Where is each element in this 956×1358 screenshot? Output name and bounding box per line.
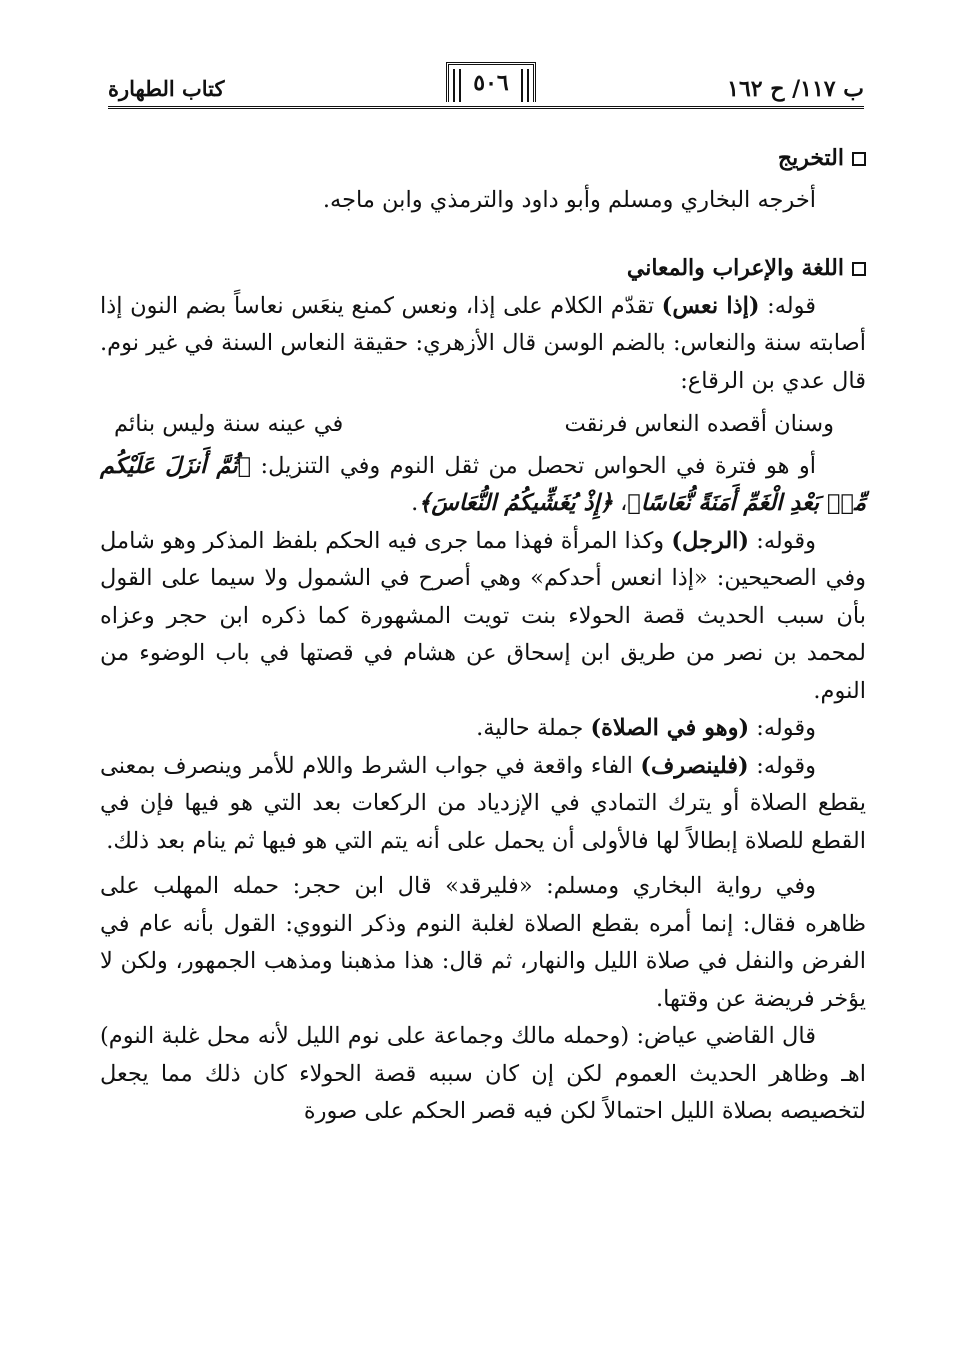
section-heading-takhrij bbox=[100, 140, 866, 178]
paragraph-text: قوله: bbox=[759, 292, 816, 319]
book-title: كتاب الطهارة bbox=[108, 76, 225, 101]
square-bullet-icon bbox=[852, 152, 866, 166]
poetry-verse bbox=[114, 406, 866, 444]
paragraph-quran bbox=[100, 448, 866, 523]
paragraph-text: جملة حالية. bbox=[476, 715, 591, 741]
verse-second-half: في عينه سنة وليس بنائم bbox=[114, 411, 344, 437]
paragraph-idha-naas bbox=[100, 288, 866, 401]
section-heading-language bbox=[100, 250, 866, 288]
page-number: ٥٠٦ bbox=[446, 62, 536, 102]
chapter-reference: ب ١١٧/ ح ١٦٢ bbox=[727, 76, 864, 102]
paragraph-falyansarif bbox=[100, 748, 866, 861]
paragraph-text: وقوله: bbox=[749, 527, 816, 554]
quoted-term: (الرجل) bbox=[671, 527, 750, 554]
quran-quote: ﴿إِذْ يُغَشِّيكُمُ النُّعَاسَ﴾ bbox=[418, 490, 613, 516]
section-title: اللغة والإعراب والمعاني bbox=[626, 254, 844, 281]
quoted-term: (فلينصرف) bbox=[640, 752, 749, 779]
separator: ، bbox=[612, 490, 628, 516]
paragraph-text: وكذا المرأة فهذا مما جرى فيه الحكم بلفظ المذكر وهو شامل وفي الصحيحين: «إذا انعس أحدكم» وهي أصرح في الشمول ولا سيما على القول بأن سبب الحديث قصة الحولاء بنت تويت المشهورة كما ذكره ابن حجر وعزاه لمحمد بن نصر من طريق ابن إسحاق عن هشام في قصتها في باب الوضوء من النوم. bbox=[100, 527, 866, 704]
paragraph-text: وقوله: bbox=[749, 715, 816, 741]
quran-quote: ﴿ثُمَّ أَنزَلَ عَلَيْكُم مِّنۢ بَعْدِ الْغَمِّ أَمَنَةً نُّعَاسًا﴾ bbox=[100, 452, 866, 516]
paragraph-salat bbox=[100, 710, 866, 748]
spacer bbox=[100, 860, 866, 868]
verse-first-half: وسنان أقصده النعاس فرنقت bbox=[564, 411, 834, 437]
paragraph-bukhari-muslim: وفي رواية البخاري ومسلم: «فليرقد» قال ابن حجر: حمله المهلب على ظاهره فقال: إنما أمره بقطع الصلاة لغلبة النوم وذكر النووي: القول بأنه عام في الفرض والنفل في صلاة الليل والنهار، ثم قال: هذا مذهبنا ومذهب الجمهور، ولكن لا يؤخر فريضة عن وقتها. bbox=[100, 873, 866, 1012]
paragraph-qadi-iyad: قال القاضي عياض: (وحمله مالك وجماعة على نوم الليل لأنه محل غلبة النوم) اهـ وظاهر الحديث العموم لكن إن كان سببه قصة الحولاء كان ذلك مما يجعل لتخصيصه بصلاة الليل احتمالاً لكن فيه قصر الحكم على صورة bbox=[100, 1023, 866, 1124]
quoted-term: (إذا نعس) bbox=[661, 292, 760, 319]
takhrij-text: أخرجه البخاري ومسلم وأبو داود والترمذي وابن ماجه. bbox=[322, 187, 816, 213]
paragraph-end: . bbox=[411, 490, 419, 516]
page-body bbox=[100, 140, 866, 1131]
paragraph-text: تقدّم الكلام على إذا، ونعس كمنع ينعَس نعاساً بضم النون إذا أصابته سنة والنعاس: بالضم الوسن قال الأزهري: حقيقة النعاس السنة في غير نوم. قال عدي بن الرقاع: bbox=[100, 292, 866, 394]
paragraph-rajul bbox=[100, 523, 866, 711]
paragraph-text: الفاء واقعة في جواب الشرط واللام للأمر وينصرف بمعنى يقطع الصلاة أو يترك التمادي في الإزدياد من الركعات بعد التي هو فيها فإن في القطع للصلاة إبطالاً لها فالأولى أن يحمل على أنه يتم التي هو فيها ثم ينام بعد ذلك. bbox=[100, 752, 866, 854]
paragraph-text: أو هو فترة في الحواس تحصل من ثقل النوم وفي التنزيل: bbox=[251, 452, 816, 479]
page-header bbox=[108, 62, 864, 109]
paragraph-text: وقوله: bbox=[748, 752, 816, 779]
section-title: التخريج bbox=[777, 145, 844, 172]
square-bullet-icon bbox=[852, 262, 866, 276]
quoted-term: (وهو في الصلاة) bbox=[590, 715, 750, 741]
